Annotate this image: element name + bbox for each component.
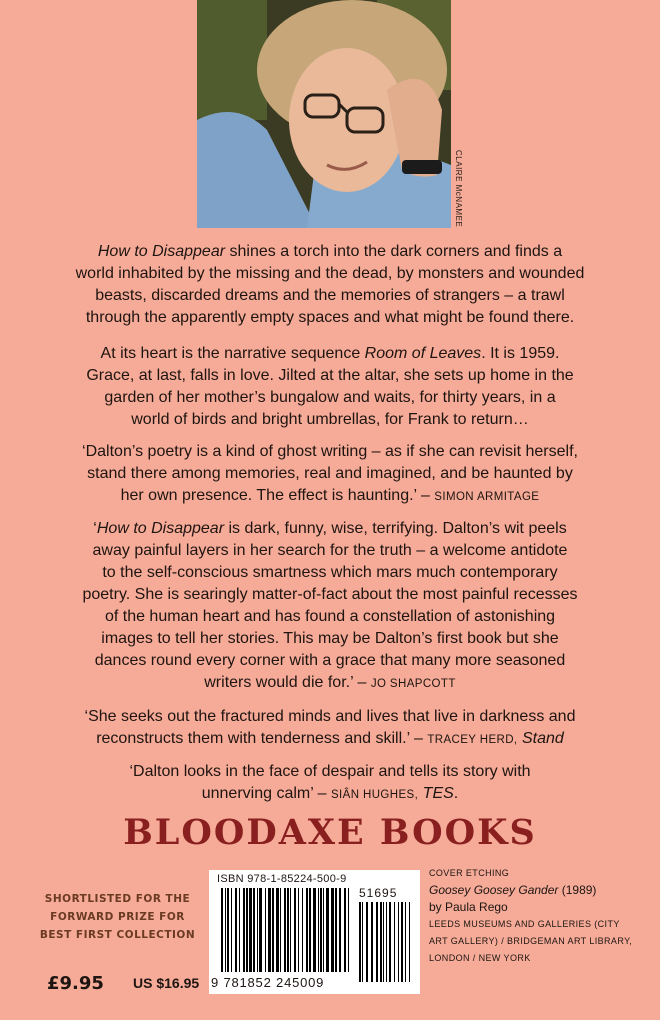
barcode-addon-bar	[405, 902, 406, 982]
barcode-bar	[276, 888, 279, 972]
blurb-paragraph-1: How to Disappear shines a torch into the dark corners and finds a world inhabited by the missing and the dead, by monsters and wounded beasts, discarded dreams and the memories of strangers – a trawl through the apparently empty spaces and what might be found there.	[75, 243, 585, 326]
barcode-bar	[348, 888, 349, 972]
barcode-bar	[239, 888, 240, 972]
barcode-bar	[284, 888, 286, 972]
barcode-bar	[225, 888, 226, 972]
barcode-bar	[257, 888, 258, 972]
quote-attribution: SIÂN HUGHES,	[330, 789, 419, 801]
barcode-bar	[259, 888, 262, 972]
barcode-bar	[227, 888, 229, 972]
barcode-bar	[326, 888, 329, 972]
barcode-addon-digits: 51695	[359, 886, 398, 900]
barcode-addon-bar	[409, 902, 410, 982]
quote-shapcott: ‘How to Disappear is dark, funny, wise, terrifying. Dalton’s wit peels away painful layers in her search for the truth – a welcome antidote to the self-conscious smartness which mars much contemporary poetry. She is searingly matter-of-fact about the most painful recesses of the human heart and has found a constellation of astonishing images to tell her stories. This may be Dalton’s first book but she dances round every corner with a grace that many more seasoned writers would die for.’ – JO SHAPCOTT	[82, 520, 578, 691]
barcode-bar	[318, 888, 319, 972]
barcode-bar	[287, 888, 289, 972]
barcode	[209, 870, 420, 994]
shortlist-notice: SHORTLISTED FOR THE FORWARD PRIZE FOR BEST FIRST COLLECTION	[39, 893, 196, 941]
barcode-bar	[298, 888, 299, 972]
barcode-addon-bar	[359, 902, 361, 982]
sequence-title: Room of Leaves	[364, 345, 482, 362]
barcode-addon-bar	[376, 902, 378, 982]
barcode-bar	[290, 888, 291, 972]
author-photo-illustration	[197, 0, 451, 228]
barcode-addon-bar	[383, 902, 384, 982]
publisher-logo: BLOODAXE BOOKS	[123, 812, 537, 853]
barcode-bar	[272, 888, 274, 972]
barcode-bar	[335, 888, 337, 972]
barcode-bar	[302, 888, 303, 972]
barcode-bar	[253, 888, 255, 972]
barcode-bar	[249, 888, 252, 972]
barcode-bar	[320, 888, 322, 972]
quote-armitage: ‘Dalton’s poetry is a kind of ghost writing – as if she can revisit herself, stand there among memories, real and imagined, and be haunted by her own presence. The effect is haunting.’ – SIMON ARMITAGE	[82, 443, 578, 504]
barcode-addon-bar	[362, 902, 363, 982]
price-us: US $16.95	[133, 975, 200, 991]
photo-credit: CLAIRE McNAMEE	[454, 150, 463, 228]
barcode-bar	[323, 888, 324, 972]
quote-herd: ‘She seeks out the fractured minds and lives that live in darkness and reconstructs them with tenderness and skill.’ – TRACEY HERD, Stand	[84, 708, 576, 747]
barcode-bar	[344, 888, 346, 972]
barcode-addon-bar	[398, 902, 399, 982]
barcode-bar	[331, 888, 334, 972]
barcode-bar	[313, 888, 316, 972]
barcode-addon-bar	[389, 902, 391, 982]
author-photo	[197, 0, 451, 228]
barcode-bar	[294, 888, 296, 972]
barcode-bar	[339, 888, 341, 972]
barcode-bar	[309, 888, 311, 972]
barcode-addon-bar	[380, 902, 382, 982]
barcode-bar	[221, 888, 223, 972]
barcode-bar	[268, 888, 271, 972]
barcode-bar	[243, 888, 245, 972]
barcode-bar	[246, 888, 248, 972]
quote-hughes: ‘Dalton looks in the face of despair and tells its story with unnerving calm’ – SIÂN HUGHES, TES.	[129, 763, 531, 802]
quote-attribution: JO SHAPCOTT	[370, 678, 456, 690]
barcode-addon-bar	[366, 902, 368, 982]
ean-digits: 9 781852 245009	[211, 975, 325, 990]
isbn-text: ISBN 978-1-85224-500-9	[217, 873, 347, 885]
quote-attribution: TRACEY HERD,	[427, 734, 518, 746]
barcode-addon-bar	[371, 902, 373, 982]
barcode-bar	[235, 888, 237, 972]
barcode-bar	[280, 888, 281, 972]
book-title: How to Disappear	[97, 243, 226, 260]
barcode-bar	[231, 888, 232, 972]
quote-attribution: SIMON ARMITAGE	[434, 491, 540, 503]
barcode-bar	[306, 888, 308, 972]
artwork-title: Goosey Goosey Gander	[429, 883, 559, 897]
barcode-addon-bar	[401, 902, 403, 982]
barcode-addon-bar	[386, 902, 387, 982]
barcode-bar	[265, 888, 266, 972]
cover-credit: COVER ETCHING Goosey Goosey Gander (1989) by Paula Rego LEEDS MUSEUMS AND GALLERIES (CITY ART GALLERY) / BRIDGEMAN ART LIBRARY, LONDON / NEW YORK	[429, 868, 633, 963]
blurb-paragraph-2: At its heart is the narrative sequence Room of Leaves. It is 1959. Grace, at last, falls in love. Jilted at the altar, she sets up home in the garden of her mother’s bungalow and waits, for thirty years, in a world of birds and bright umbrellas, for Frank to return…	[86, 345, 574, 428]
barcode-addon-bar	[394, 902, 395, 982]
price-uk: £9.95	[47, 973, 104, 994]
